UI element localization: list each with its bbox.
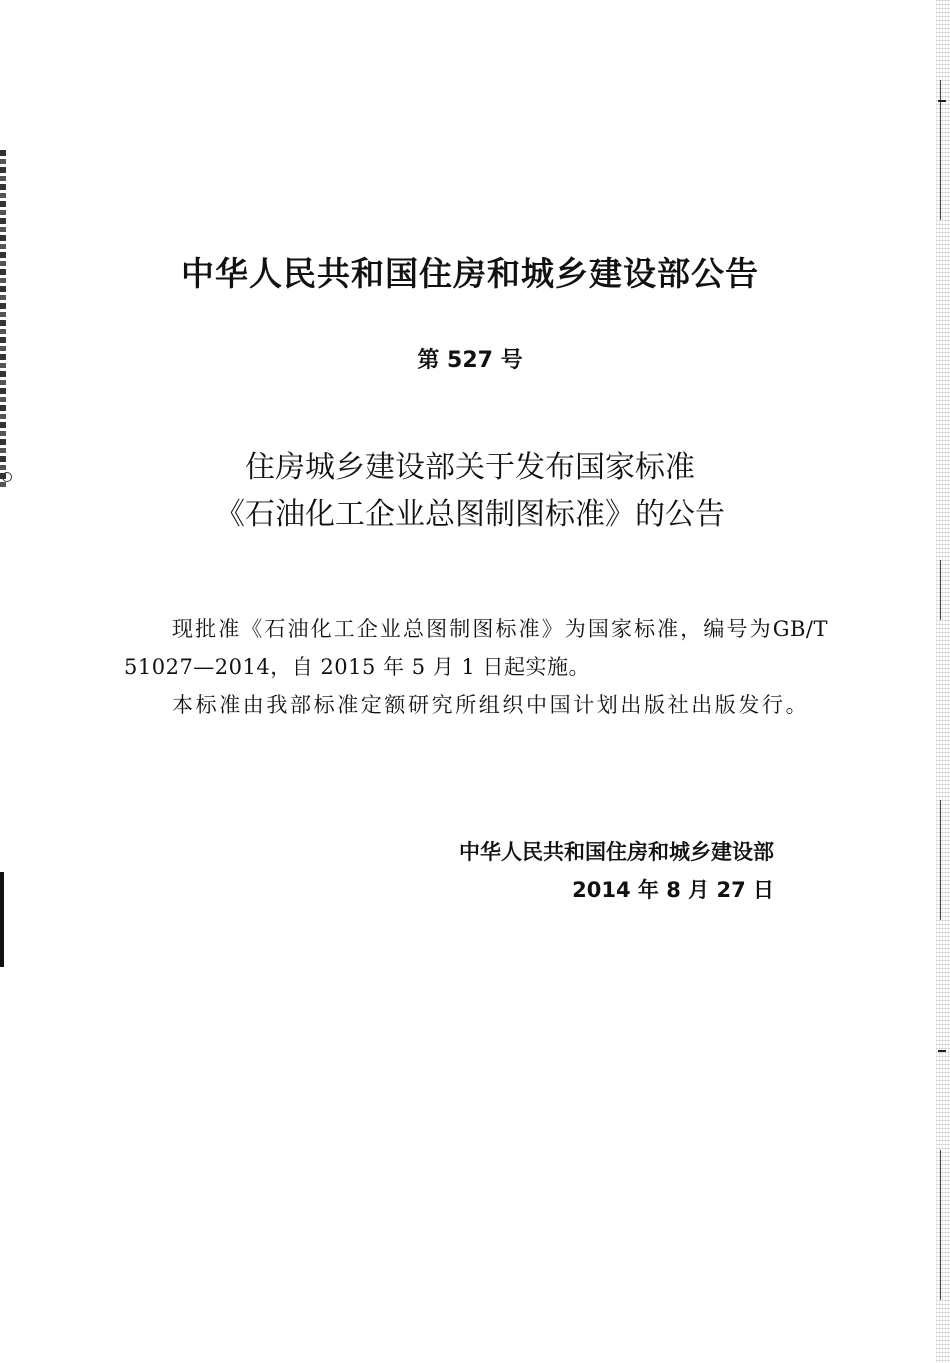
binding-bar-left [0,872,4,967]
binding-edge-left [0,150,14,490]
scan-edge-right [936,0,950,1363]
signature-date: 2014 年 8 月 27 日 [572,878,774,902]
announcement-subtitle-line1: 住房城乡建设部关于发布国家标准 [245,450,695,485]
scan-mark [938,100,946,102]
scan-line [940,800,941,920]
announcement-subtitle-line2: 《石油化工企业总图制图标准》的公告 [215,497,725,532]
signature-organization: 中华人民共和国住房和城乡建设部 [459,840,774,864]
scan-line [940,1150,941,1300]
binding-strip [0,150,6,490]
body-paragraph-approval: 现批准《石油化工企业总图制图标准》为国家标准，编号为GB/T 51027—2014，自 2015 年 5 月 1 日起实施。 [124,617,828,679]
scan-mark [938,1050,946,1052]
body-paragraph-publication: 本标准由我部标准定额研究所组织中国计划出版社出版发行。 [172,693,810,717]
announcement-title: 中华人民共和国住房和城乡建设部公告 [181,254,759,293]
announcement-number: 第 527 号 [417,348,523,373]
scan-line [940,560,941,620]
